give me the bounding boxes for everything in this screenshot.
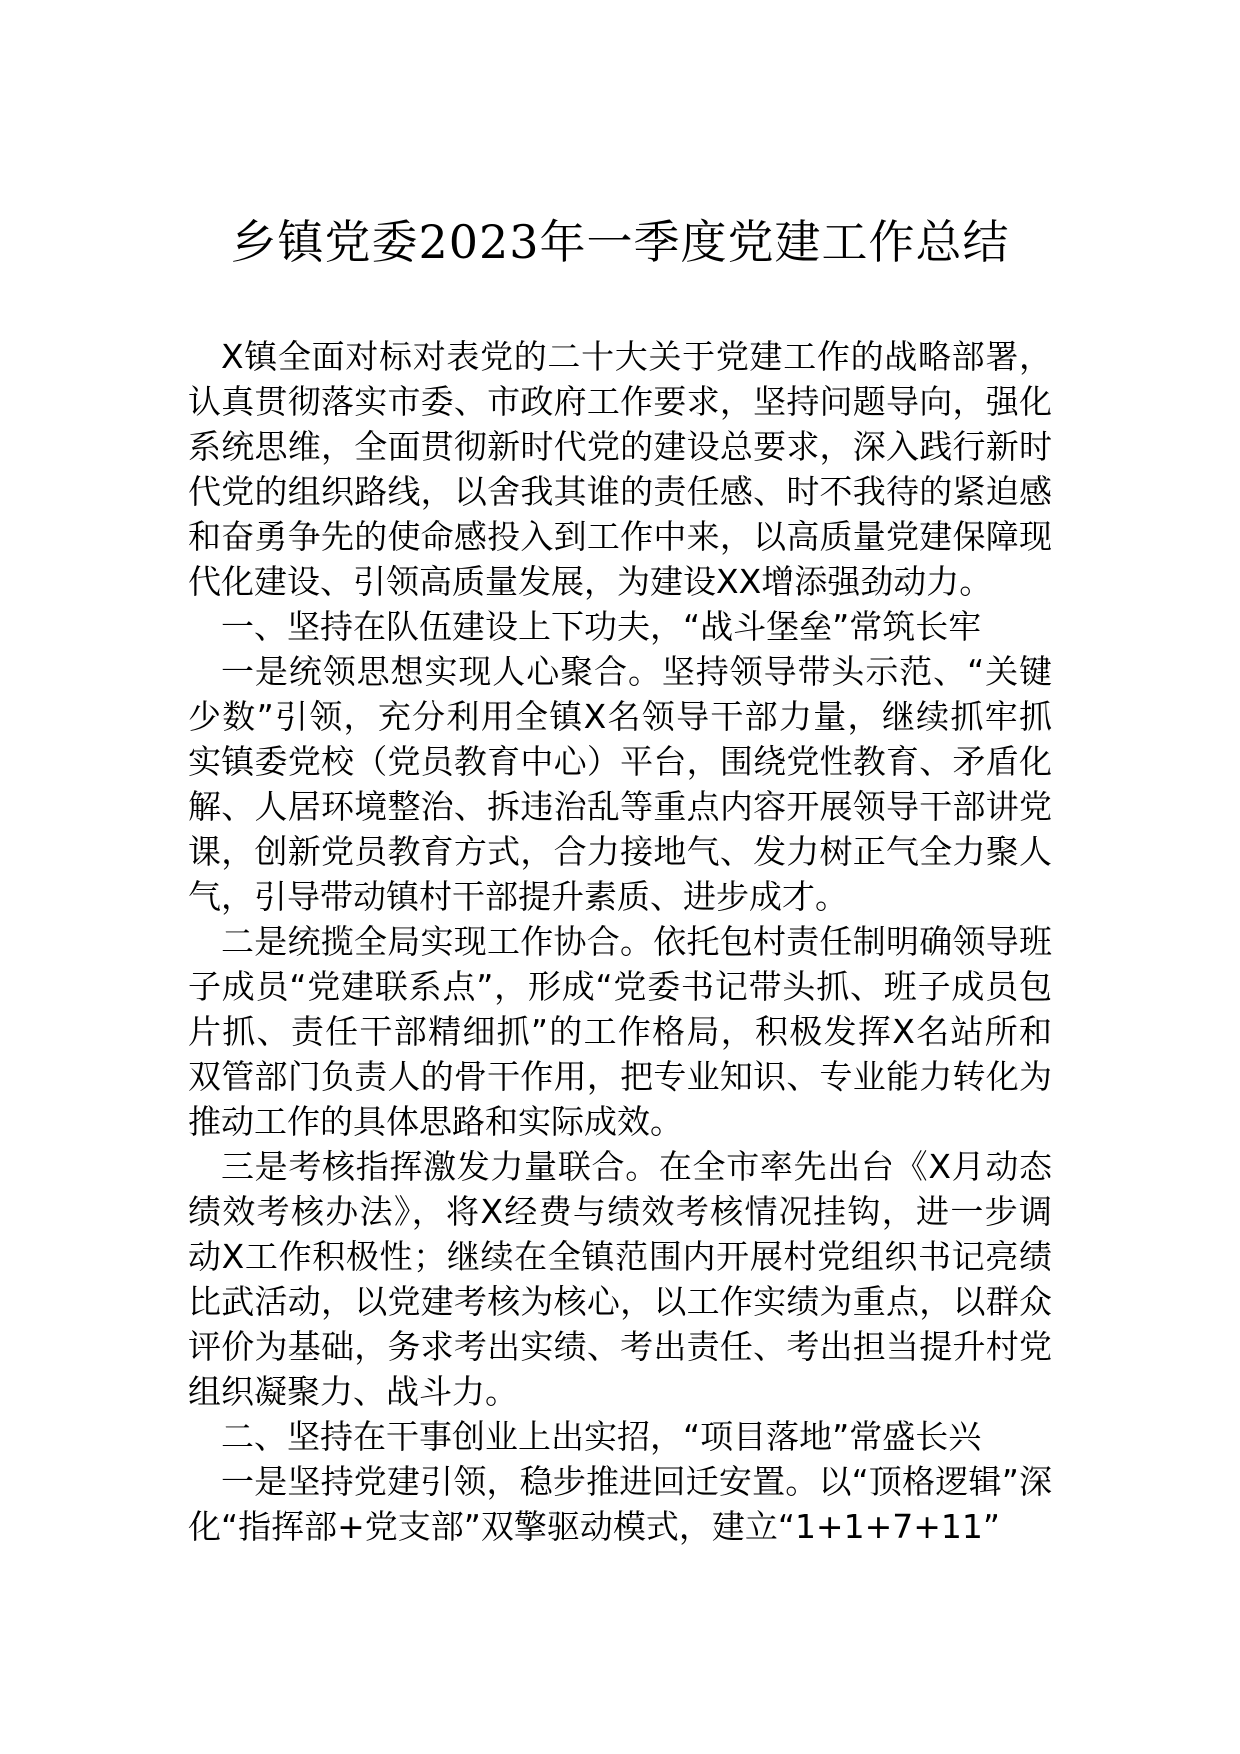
document-body: [188, 334, 1052, 1549]
intro-paragraph: X镇全面对标对表党的二十大关于党建工作的战略部署，认真贯彻落实市委、市政府工作要求，坚持问题导向，强化系统思维，全面贯彻新时代党的建设总要求，深入践行新时代党的组织路线，以舍我其谁的责任感、时不我待的紧迫感和奋勇争先的使命感投入到工作中来，以高质量党建保障现代化建设、引领高质量发展，为建设XX增添强劲动力。: [188, 337, 1052, 601]
paragraph-1-3: 三是考核指挥激发力量联合。在全市率先出台《X月动态绩效考核办法》，将X经费与绩效考核情况挂钩，进一步调动X工作积极性；继续在全镇范围内开展村党组织书记亮绩比武活动，以党建考核为核心，以工作实绩为重点，以群众评价为基础，务求考出实绩、考出责任、考出担当提升村党组织凝聚力、战斗力。: [188, 1147, 1052, 1411]
paragraph-2-1: 一是坚持党建引领，稳步推进回迁安置。以“顶格逻辑”深化“指挥部+党支部”双擎驱动模式，建立“1+1+7+11”: [188, 1462, 1052, 1546]
paragraph-1-2: 二是统揽全局实现工作协合。依托包村责任制明确领导班子成员“党建联系点”，形成“党委书记带头抓、班子成员包片抓、责任干部精细抓”的工作格局，积极发挥X名站所和双管部门负责人的骨干作用，把专业知识、专业能力转化为推动工作的具体思路和实际成效。: [188, 922, 1052, 1141]
section-heading-2: 二、坚持在干事创业上出实招，“项目落地”常盛长兴: [221, 1417, 982, 1456]
paragraph-1-1: 一是统领思想实现人心聚合。坚持领导带头示范、“关键少数”引领，充分利用全镇X名领导干部力量，继续抓牢抓实镇委党校（党员教育中心）平台，围绕党性教育、矛盾化解、人居环境整治、拆违治乱等重点内容开展领导干部讲党课，创新党员教育方式，合力接地气、发力树正气全力聚人气，引导带动镇村干部提升素质、进步成才。: [188, 652, 1052, 916]
document-title: 乡镇党委2023年一季度党建工作总结: [230, 215, 1010, 269]
section-heading-1: 一、坚持在队伍建设上下功夫，“战斗堡垒”常筑长牢: [221, 607, 982, 646]
